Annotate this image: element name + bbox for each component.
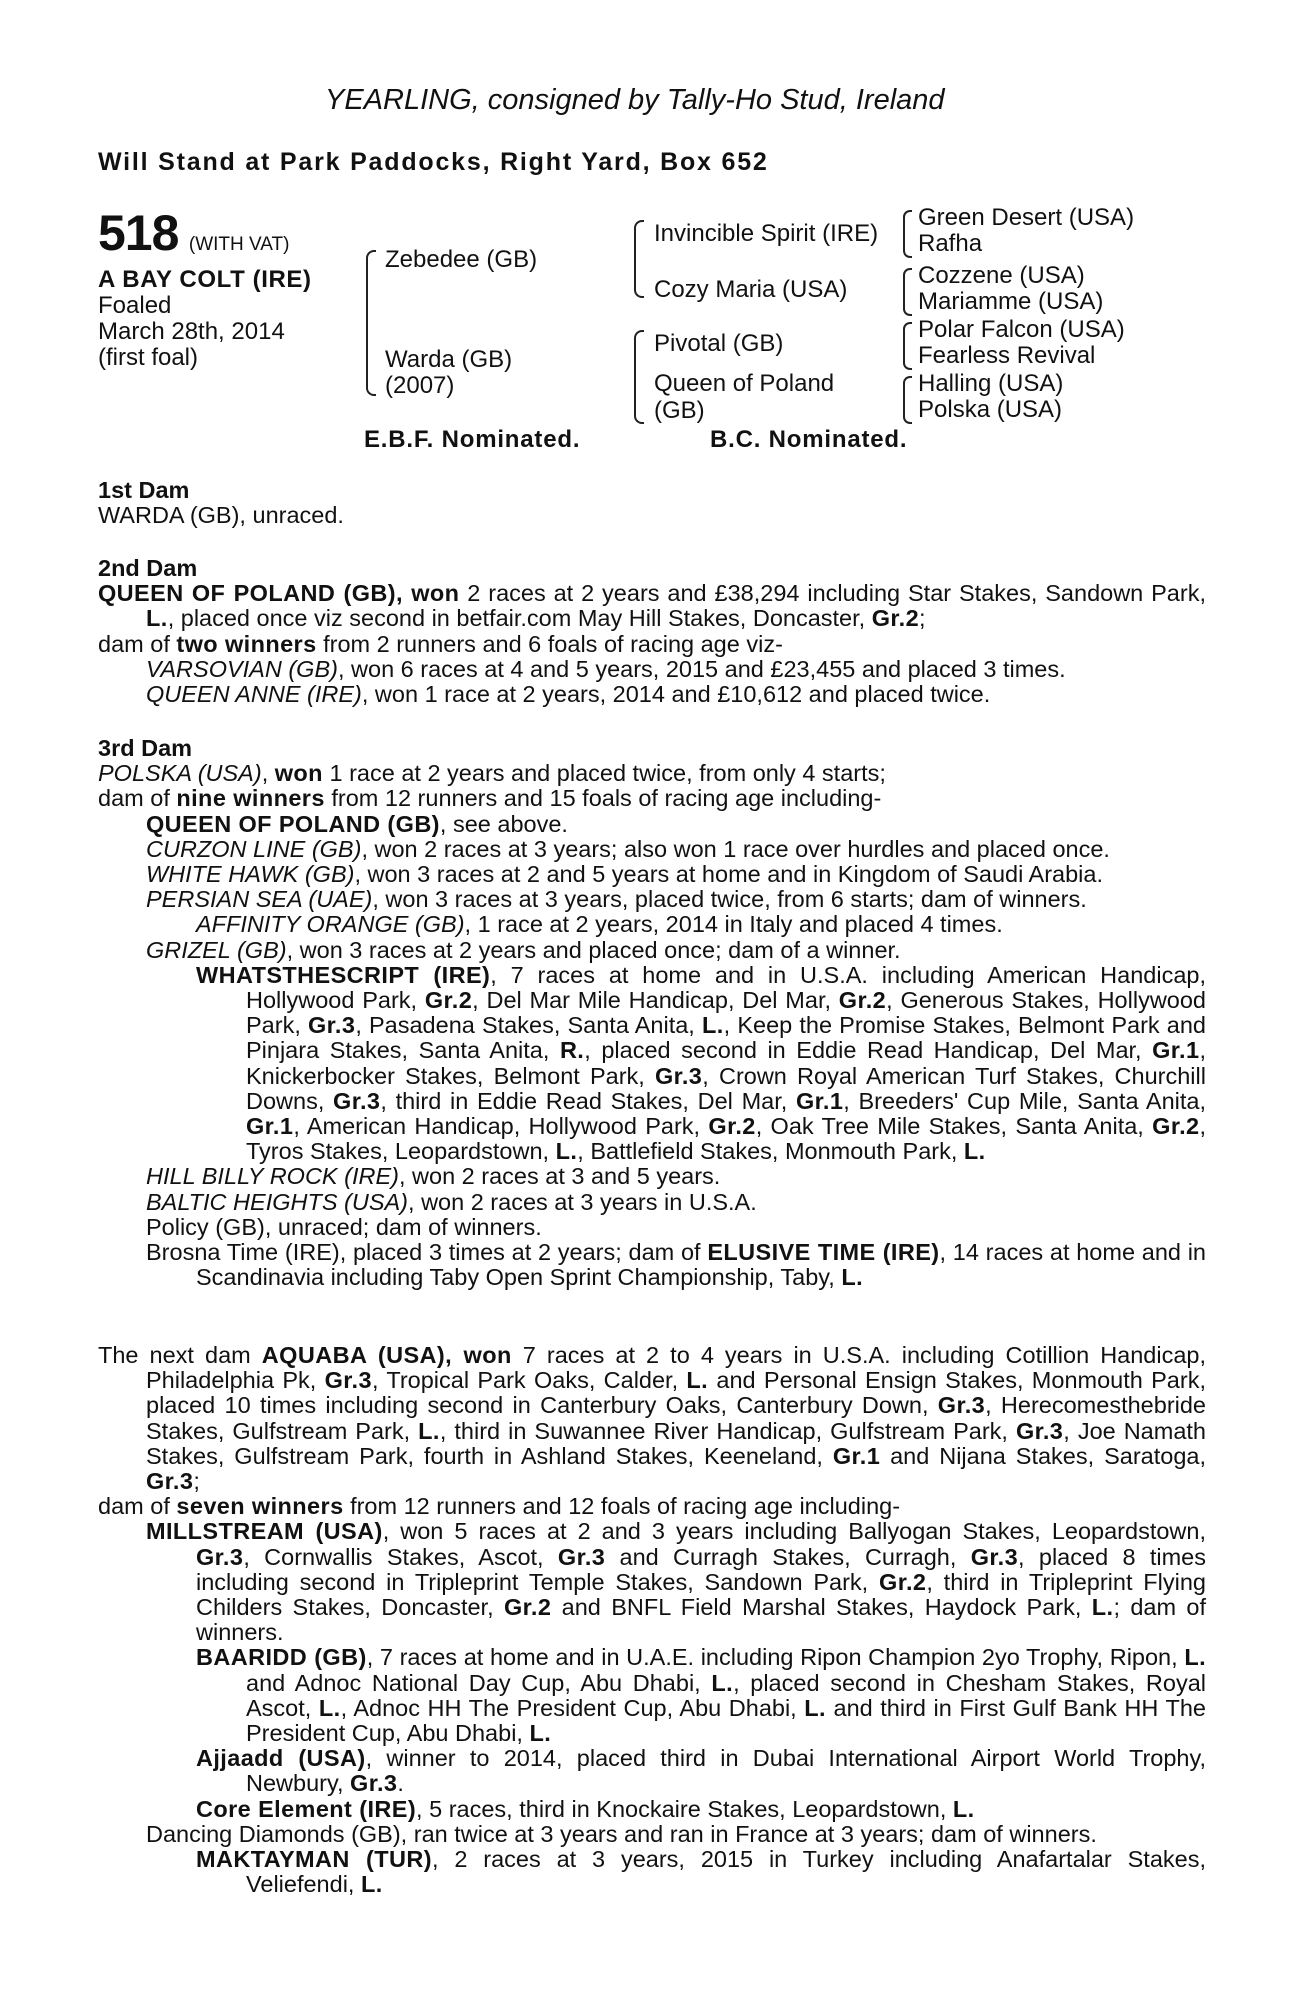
- produce-ajjaadd: Ajjaadd (USA), winner to 2014, placed third in Dubai International Airport World Trophy, Newbury, Gr.3.: [196, 1745, 1207, 1797]
- sire: Zebedee (GB): [385, 246, 538, 273]
- second-dam-section: [98, 556, 1206, 707]
- second-dam-record: QUEEN OF POLAND (GB), won 2 races at 2 years and £38,294 including Star Stakes, Sandown Park, L., placed once viz second in betfair.com May Hill Stakes, Doncaster, Gr.2;: [98, 580, 1206, 632]
- gg-cozzene: Cozzene (USA): [918, 262, 1085, 289]
- produce-baltic-heights: BALTIC HEIGHTS (USA), won 2 races at 3 years in U.S.A.: [146, 1188, 757, 1215]
- first-foal-note: (first foal): [98, 344, 199, 371]
- produce-hill-billy-rock: HILL BILLY ROCK (IRE), won 2 races at 3 and 5 years.: [146, 1163, 721, 1190]
- dam-year: (2007): [385, 372, 455, 399]
- third-dam-section: [98, 736, 1206, 1290]
- bc-nominated: B.C. Nominated.: [710, 426, 908, 453]
- first-dam-heading: 1st Dam: [98, 477, 190, 503]
- lot-number-block: [98, 204, 290, 262]
- produce-maktayman: MAKTAYMAN (TUR), 2 races at 3 years, 2015 in Turkey including Anafartalar Stakes, Veliefendi, L.: [196, 1846, 1206, 1898]
- lot-name: A BAY COLT (IRE): [98, 266, 312, 293]
- dam-dam-line1: Queen of Poland: [654, 370, 835, 397]
- third-dam-record: POLSKA (USA), won 1 race at 2 years and placed twice, from only 4 starts;: [98, 760, 886, 787]
- produce-policy: Policy (GB), unraced; dam of winners.: [146, 1213, 542, 1240]
- stand-location: Will Stand at Park Paddocks, Right Yard, Box 652: [98, 148, 769, 176]
- sire-sire: Invincible Spirit (IRE): [654, 220, 879, 247]
- produce-whatsthescript: WHATSTHESCRIPT (IRE), 7 races at home and in U.S.A. including American Handicap, Hollywood Park, Gr.2, Del Mar Mile Handicap, Del Mar, Gr.2, Generous Stakes, Hollywood Park, Gr.3, Pasadena Stakes, Santa Anita, L., Keep the Promise Stakes, Belmont Park and Pinjara Stakes, Santa Anita, R., placed second in Eddie Read Handicap, Del Mar, Gr.1, Knickerbocker Stakes, Belmont Park, Gr.3, Crown Royal American Turf Stakes, Churchill Downs, Gr.3, third in Eddie Read Stakes, Del Mar, Gr.1, Breeders' Cup Mile, Santa Anita, Gr.1, American Handicap, Hollywood Park, Gr.2, Oak Tree Mile Stakes, Santa Anita, Gr.2, Tyros Stakes, Leopardstown, L., Battlefield Stakes, Monmouth Park, L.: [196, 961, 1206, 1165]
- third-dam-produce: dam of nine winners from 12 runners and 15 foals of racing age including-: [98, 785, 882, 812]
- next-dam-section: [98, 1343, 1206, 1897]
- gg-polar-falcon: Polar Falcon (USA): [918, 316, 1125, 343]
- gg-green-desert: Green Desert (USA): [918, 204, 1135, 231]
- produce-varsovian: VARSOVIAN (GB), won 6 races at 4 and 5 years, 2015 and £23,455 and placed 3 times.: [146, 655, 1066, 682]
- foaled-date: March 28th, 2014: [98, 318, 285, 345]
- produce-brosna-time: Brosna Time (IRE), placed 3 times at 2 years; dam of ELUSIVE TIME (IRE), 14 races at home and in Scandinavia including Taby Open Sprint Championship, Taby, L.: [146, 1239, 1206, 1291]
- produce-dancing-diamonds: Dancing Diamonds (GB), ran twice at 3 years and ran in France at 3 years; dam of winners.: [146, 1820, 1097, 1847]
- third-dam-heading: 3rd Dam: [98, 735, 193, 761]
- produce-grizel: GRIZEL (GB), won 3 races at 2 years and placed once; dam of a winner.: [146, 936, 901, 963]
- produce-queen-of-poland: QUEEN OF POLAND (GB), see above.: [146, 810, 568, 837]
- produce-white-hawk: WHITE HAWK (GB), won 3 races at 2 and 5 years at home and in Kingdom of Saudi Arabia.: [146, 861, 1103, 888]
- gg-fearless-revival: Fearless Revival: [918, 342, 1096, 369]
- second-dam-heading: 2nd Dam: [98, 555, 198, 581]
- produce-curzon-line: CURZON LINE (GB), won 2 races at 3 years; also won 1 race over hurdles and placed once.: [146, 835, 1110, 862]
- produce-millstream: MILLSTREAM (USA), won 5 races at 2 and 3 years including Ballyogan Stakes, Leopardstown, Gr.3, Cornwallis Stakes, Ascot, Gr.3 and Curragh Stakes, Curragh, Gr.3, placed 8 times including second in Tripleprint Temple Stakes, Sandown Park, Gr.2, third in Tripleprint Flying Childers Stakes, Doncaster, Gr.2 and BNFL Field Marshal Stakes, Haydock Park, L.; dam of winners.: [146, 1518, 1206, 1646]
- produce-affinity-orange: AFFINITY ORANGE (GB), 1 race at 2 years, 2014 in Italy and placed 4 times.: [196, 911, 1003, 938]
- foaled-label: Foaled: [98, 292, 172, 319]
- sire-dam: Cozy Maria (USA): [654, 276, 848, 303]
- ebf-nominated: E.B.F. Nominated.: [364, 426, 581, 453]
- brace-g1: [903, 210, 912, 258]
- brace-dam-parents: [634, 330, 644, 424]
- produce-persian-sea: PERSIAN SEA (UAE), won 3 races at 3 years, placed twice, from 6 starts; dam of winners.: [146, 886, 1087, 913]
- gg-rafha: Rafha: [918, 230, 983, 257]
- gg-polska: Polska (USA): [918, 396, 1063, 423]
- first-dam-section: [98, 478, 1206, 528]
- consignor-line: YEARLING, consigned by Tally-Ho Stud, Ireland: [325, 84, 945, 116]
- produce-baaridd: BAARIDD (GB), 7 races at home and in U.A.E. including Ripon Champion 2yo Trophy, Ripon, L. and Adnoc National Day Cup, Abu Dhabi, L., placed second in Chesham Stakes, Royal Ascot, L., Adnoc HH The President Cup, Abu Dhabi, L. and third in First Gulf Bank HH The President Cup, Abu Dhabi, L.: [196, 1644, 1206, 1747]
- produce-queen-anne: QUEEN ANNE (IRE), won 1 race at 2 years, 2014 and £10,612 and placed twice.: [146, 681, 991, 708]
- dam-dam-line2: (GB): [654, 397, 705, 424]
- brace-parents: [366, 250, 376, 396]
- gg-halling: Halling (USA): [918, 370, 1064, 397]
- brace-g2: [903, 268, 912, 316]
- first-dam-text: WARDA (GB), unraced.: [98, 502, 344, 529]
- second-dam-produce: dam of two winners from 2 runners and 6 foals of racing age viz-: [98, 630, 783, 657]
- brace-g4: [903, 376, 912, 424]
- next-dam-produce: dam of seven winners from 12 runners and 12 foals of racing age including-: [98, 1493, 901, 1520]
- gg-mariamme: Mariamme (USA): [918, 288, 1104, 315]
- brace-sire-parents: [634, 220, 644, 298]
- dam: Warda (GB): [385, 346, 513, 373]
- vat-note: (WITH VAT): [188, 234, 290, 255]
- lot-number: 518: [98, 205, 179, 261]
- brace-g3: [903, 322, 912, 370]
- next-dam-record: The next dam AQUABA (USA), won 7 races at 2 to 4 years in U.S.A. including Cotillion Handicap, Philadelphia Pk, Gr.3, Tropical Park Oaks, Calder, L. and Personal Ensign Stakes, Monmouth Park, placed 10 times including second in Canterbury Oaks, Canterbury Down, Gr.3, Herecomesthebride Stakes, Gulfstream Park, L., third in Suwannee River Handicap, Gulfstream Park, Gr.3, Joe Namath Stakes, Gulfstream Park, fourth in Ashland Stakes, Keeneland, Gr.1 and Nijana Stakes, Saratoga, Gr.3;: [98, 1342, 1207, 1495]
- produce-core-element: Core Element (IRE), 5 races, third in Knockaire Stakes, Leopardstown, L.: [196, 1795, 975, 1822]
- dam-sire: Pivotal (GB): [654, 330, 784, 357]
